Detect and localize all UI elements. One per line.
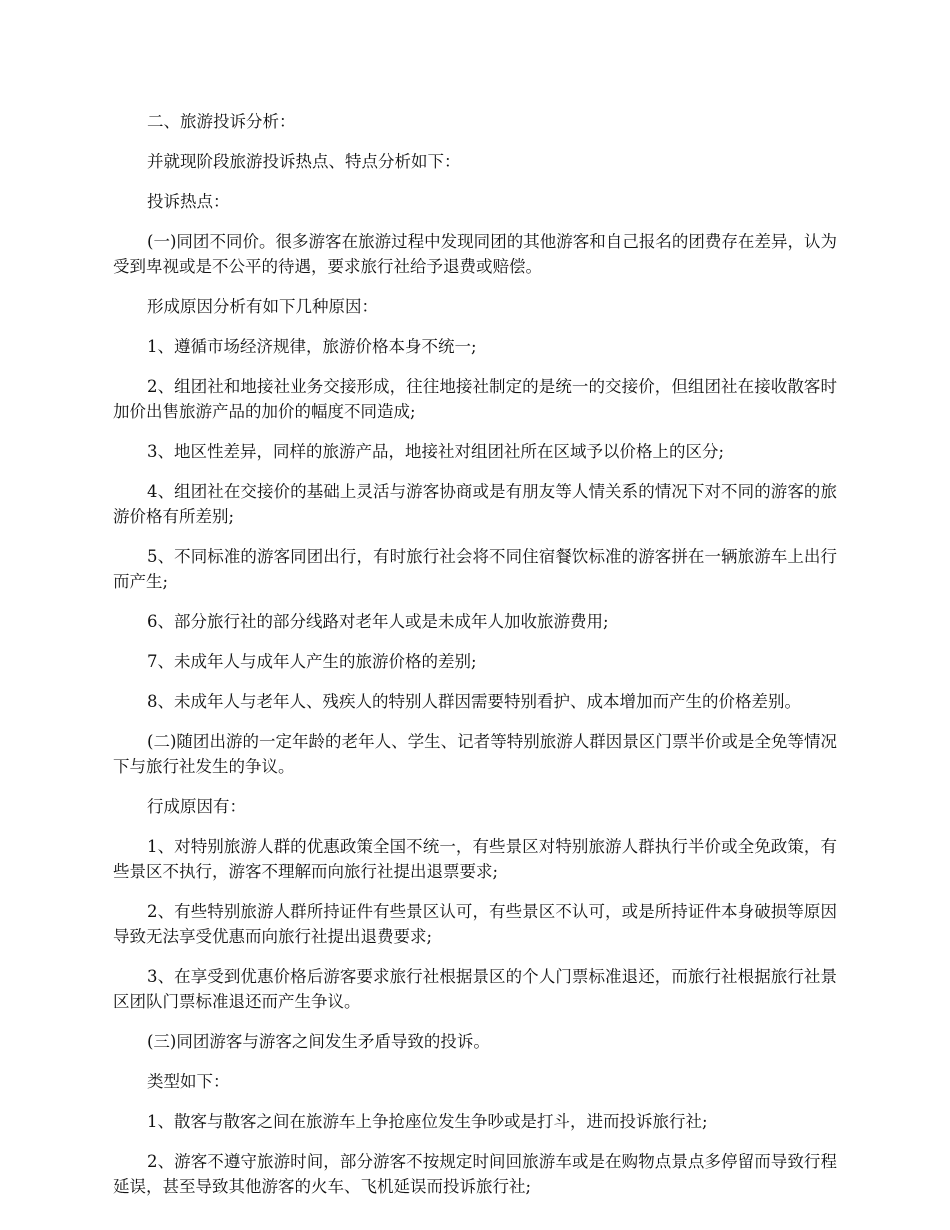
intro-paragraph: 并就现阶段旅游投诉热点、特点分析如下：	[147, 152, 461, 171]
paragraph: 类型如下：	[147, 1072, 230, 1091]
list-item: 8、未成年人与老年人、残疾人的特别人群因需要特别看护、成本增加而产生的价格差别。	[147, 692, 801, 711]
list-item: 4、组团社在交接价的基础上灵活与游客协商或是有朋友等人情关系的情况下对不同的游客的旅游价格有所差别;	[113, 482, 837, 526]
paragraph: (一)同团不同价。很多游客在旅游过程中发现同团的其他游客和自己报名的团费存在差异，认为受到卑视或是不公平的待遇，要求旅行社给予退费或赔偿。	[113, 232, 837, 276]
list-item: 5、不同标准的游客同团出行，有时旅行社会将不同住宿餐饮标准的游客拼在一辆旅游车上出行而产生;	[113, 547, 837, 591]
list-item: 1、遵循市场经济规律，旅游价格本身不统一;	[147, 337, 477, 356]
list-item: 2、有些特别旅游人群所持证件有些景区认可，有些景区不认可，或是所持证件本身破损等原因导致无法享受优惠而向旅行社提出退费要求;	[113, 902, 837, 946]
list-item: 1、散客与散客之间在旅游车上争抢座位发生争吵或是打斗，进而投诉旅行社;	[147, 1112, 708, 1131]
subheading-hotspots: 投诉热点：	[147, 192, 230, 211]
list-item: 3、地区性差异，同样的旅游产品，地接社对组团社所在区域予以价格上的区分;	[147, 442, 725, 461]
list-item: 7、未成年人与成年人产生的旅游价格的差别;	[147, 652, 477, 671]
document-body	[113, 109, 837, 1214]
paragraph: (三)同团游客与游客之间发生矛盾导致的投诉。	[147, 1032, 490, 1051]
paragraph: (二)随团出游的一定年龄的老年人、学生、记者等特别旅游人群因景区门票半价或是全免等情况下与旅行社发生的争议。	[113, 732, 837, 776]
list-item: 1、对特别旅游人群的优惠政策全国不统一，有些景区对特别旅游人群执行半价或全免政策，有些景区不执行，游客不理解而向旅行社提出退票要求;	[113, 837, 837, 881]
paragraph: 形成原因分析有如下几种原因：	[147, 297, 378, 316]
paragraph: 行成原因有：	[147, 797, 246, 816]
list-item: 3、在享受到优惠价格后游客要求旅行社根据景区的个人门票标准退还，而旅行社根据旅行社景区团队门票标准退还而产生争议。	[113, 967, 837, 1011]
list-item: 6、部分旅行社的部分线路对老年人或是未成年人加收旅游费用;	[147, 612, 609, 631]
list-item: 2、游客不遵守旅游时间，部分游客不按规定时间回旅游车或是在购物点景点多停留而导致行程延误，甚至导致其他游客的火车、飞机延误而投诉旅行社;	[113, 1152, 837, 1196]
list-item: 2、组团社和地接社业务交接形成，往往地接社制定的是统一的交接价，但组团社在接收散客时加价出售旅游产品的加价的幅度不同造成;	[113, 377, 837, 421]
section-heading: 二、旅游投诉分析：	[147, 112, 296, 131]
